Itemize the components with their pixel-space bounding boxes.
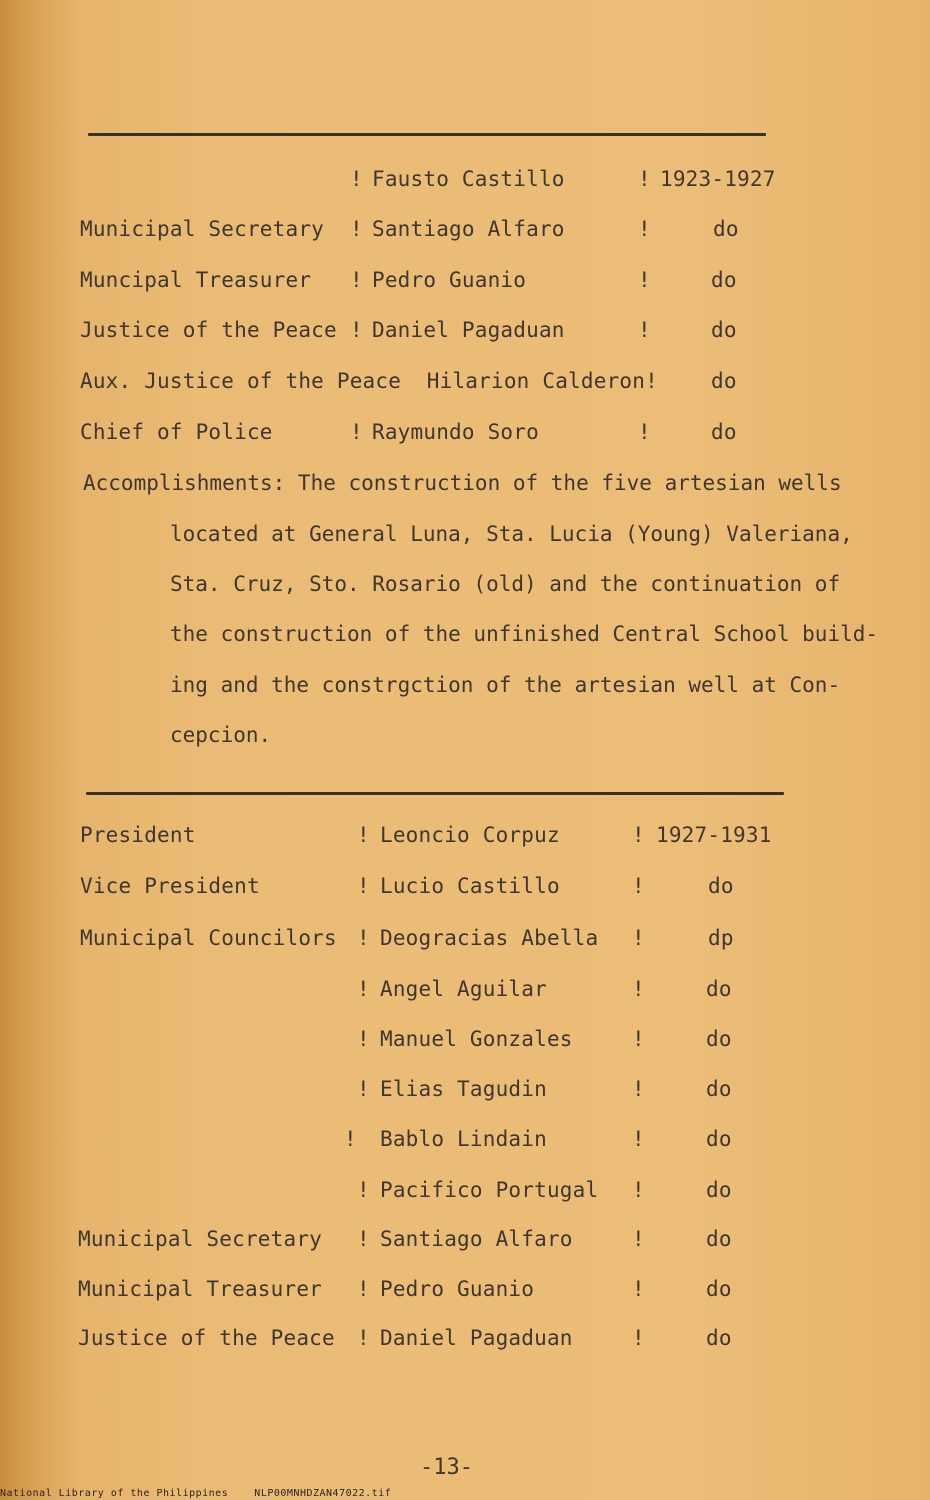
separator-mark: ! — [632, 1077, 645, 1101]
position-label: Justice of the Peace — [78, 1326, 335, 1350]
officer-name: Deogracias Abella — [380, 926, 599, 950]
position-label: President — [80, 823, 196, 847]
separator-mark: ! — [357, 1326, 370, 1350]
position-label: Vice President — [80, 874, 260, 898]
separator-mark: ! — [350, 318, 363, 342]
section-divider-top — [88, 133, 766, 136]
term-years: 1927-1931 — [656, 823, 772, 847]
separator-mark: ! — [357, 1077, 370, 1101]
scan-footer: National Library of the Philippines NLP00MNHDZAN47022.tif — [0, 1488, 392, 1499]
paragraph-line: Accomplishments: The construction of the five artesian wells — [83, 471, 842, 495]
separator-mark: ! — [632, 1178, 645, 1202]
position-label: Justice of the Peace — [80, 318, 337, 342]
paragraph-line: Sta. Cruz, Sto. Rosario (old) and the continuation of — [170, 572, 841, 596]
officer-name: Daniel Pagaduan — [372, 318, 565, 342]
officer-name: Pedro Guanio — [380, 1277, 535, 1301]
term-years: 1923-1927 — [660, 167, 776, 191]
separator-mark: ! — [638, 318, 651, 342]
term-years: do — [711, 268, 737, 292]
term-years: do — [708, 874, 734, 898]
position-label: Aux. Justice of the Peace Hilarion Calderon! — [80, 369, 658, 393]
officer-name: Raymundo Soro — [372, 420, 539, 444]
term-years: do — [706, 1127, 732, 1151]
separator-mark: ! — [357, 1277, 370, 1301]
separator-mark: ! — [638, 268, 651, 292]
section-divider-middle — [86, 792, 784, 795]
separator-mark: ! — [350, 217, 363, 241]
separator-mark: ! — [632, 1127, 645, 1151]
separator-mark: ! — [357, 1027, 370, 1051]
position-label: Chief of Police — [80, 420, 273, 444]
separator-mark: ! — [357, 977, 370, 1001]
separator-mark: ! — [632, 823, 645, 847]
separator-mark: ! — [350, 167, 363, 191]
officer-name: Manuel Gonzales — [380, 1027, 573, 1051]
term-years: do — [711, 369, 737, 393]
officer-name: Angel Aguilar — [380, 977, 547, 1001]
separator-mark: ! — [632, 1227, 645, 1251]
separator-mark: ! — [632, 1027, 645, 1051]
separator-mark: ! — [357, 874, 370, 898]
separator-mark: ! — [357, 1227, 370, 1251]
officer-name: Santiago Alfaro — [380, 1227, 573, 1251]
separator-mark: ! — [350, 268, 363, 292]
term-years: do — [706, 1326, 732, 1350]
term-years: do — [706, 1077, 732, 1101]
separator-mark: ! — [632, 977, 645, 1001]
separator-mark: ! — [632, 874, 645, 898]
term-years: do — [706, 1027, 732, 1051]
separator-mark: ! — [632, 926, 645, 950]
term-years: do — [706, 1178, 732, 1202]
separator-mark: ! — [638, 217, 651, 241]
separator-mark: ! — [350, 420, 363, 444]
officer-name: Fausto Castillo — [372, 167, 565, 191]
page-number: -13- — [420, 1455, 473, 1480]
officer-name: Pacifico Portugal — [380, 1178, 599, 1202]
position-label: Municipal Secretary — [80, 217, 325, 241]
separator-mark: ! — [638, 420, 651, 444]
paragraph-line: located at General Luna, Sta. Lucia (Young) Valeriana, — [170, 522, 853, 546]
position-label: Muncipal Treasurer — [80, 268, 312, 292]
position-label: Municipal Treasurer — [78, 1277, 323, 1301]
separator-mark: ! — [357, 823, 370, 847]
separator-mark: ! — [344, 1127, 357, 1151]
paragraph-line: cepcion. — [170, 723, 272, 747]
separator-mark: ! — [638, 167, 651, 191]
separator-mark: ! — [632, 1277, 645, 1301]
term-years: do — [711, 420, 737, 444]
separator-mark: ! — [632, 1326, 645, 1350]
separator-mark: ! — [357, 926, 370, 950]
term-years: do — [706, 1227, 732, 1251]
term-years: do — [706, 977, 732, 1001]
officer-name: Lucio Castillo — [380, 874, 560, 898]
officer-name: Elias Tagudin — [380, 1077, 547, 1101]
term-years: do — [713, 217, 739, 241]
term-years: dp — [708, 926, 734, 950]
officer-name: Pedro Guanio — [372, 268, 527, 292]
officer-name: Daniel Pagaduan — [380, 1326, 573, 1350]
term-years: do — [711, 318, 737, 342]
term-years: do — [706, 1277, 732, 1301]
officer-name: Bablo Lindain — [380, 1127, 547, 1151]
officer-name: Leoncio Corpuz — [380, 823, 560, 847]
position-label: Municipal Councilors — [80, 926, 337, 950]
paragraph-line: the construction of the unfinished Central School build- — [170, 622, 879, 646]
officer-name: Santiago Alfaro — [372, 217, 565, 241]
position-label: Municipal Secretary — [78, 1227, 323, 1251]
separator-mark: ! — [357, 1178, 370, 1202]
paragraph-line: ing and the constrgction of the artesian well at Con- — [170, 673, 841, 697]
